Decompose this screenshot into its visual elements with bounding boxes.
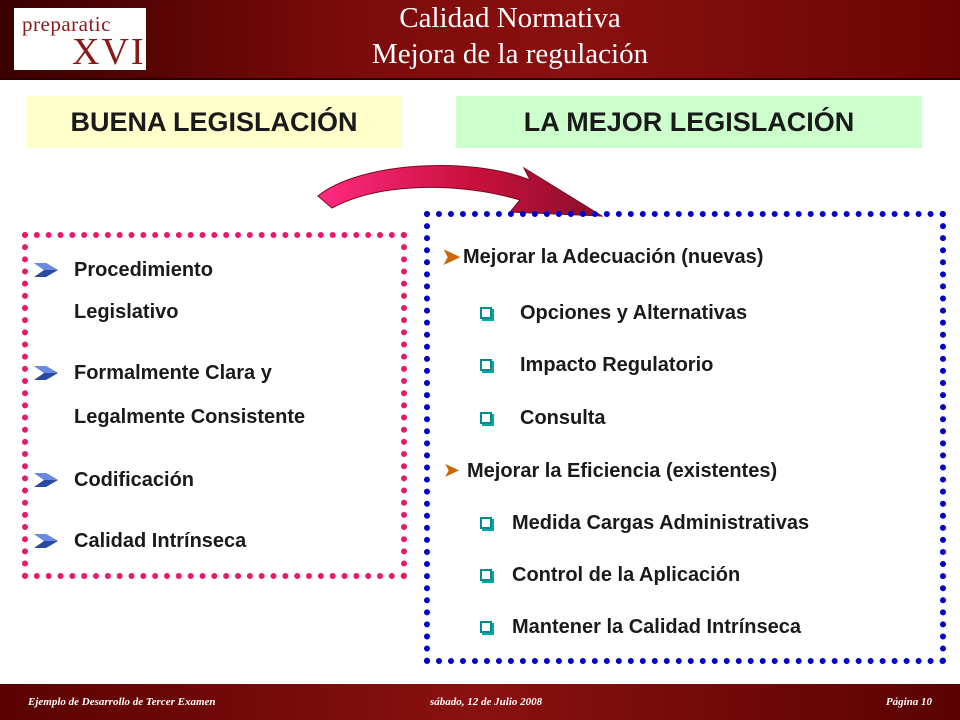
right-dotted-box [424,211,946,664]
banner-mejor-legislacion: LA MEJOR LEGISLACIÓN [456,96,922,148]
left-item-codificacion: Codificación [74,469,195,491]
right-sub-impacto: Impacto Regulatorio [520,354,714,376]
left-item-legislativo: Legislativo [74,301,179,323]
right-sub-consulta: Consulta [520,407,606,429]
checkbox-bullet-icon [480,307,492,319]
footer-left-text: Ejemplo de Desarrollo de Tercer Examen [28,696,216,708]
checkbox-bullet-icon [480,359,492,371]
banner-buena-legislacion: BUENA LEGISLACIÓN [26,96,402,148]
left-item-formalmente: Formalmente Clara y [74,362,272,384]
logo-text-bottom: XVI [72,31,146,73]
logo [14,8,146,73]
page-subtitle: Mejora de la regulación [371,38,649,70]
right-sub-mantener: Mantener la Calidad Intrínseca [512,616,801,638]
right-sub-opciones: Opciones y Alternativas [520,302,748,324]
checkbox-bullet-icon [480,412,492,424]
left-item-legalmente: Legalmente Consistente [74,406,306,428]
left-item-calidad: Calidad Intrínseca [74,530,247,552]
checkbox-bullet-icon [480,621,492,633]
chevron-right-icon [34,534,58,548]
chevron-right-icon [34,473,58,487]
logo-text-top: preparatic [22,12,111,36]
checkbox-bullet-icon [480,569,492,581]
right-sub-control: Control de la Aplicación [512,564,741,586]
chevron-right-icon [34,366,58,380]
page-title: Calidad Normativa [399,2,621,34]
footer-bar [0,684,960,720]
arrowhead-bullet-icon: ➤ [442,244,461,269]
right-heading-adecuacion: Mejorar la Adecuación (nuevas) [463,246,764,268]
footer-page-number: Página 10 [885,696,932,708]
right-sub-cargas: Medida Cargas Administrativas [512,512,810,534]
chevron-right-icon [34,263,58,277]
checkbox-bullet-icon [480,517,492,529]
left-item-procedimiento: Procedimiento [74,259,213,281]
right-heading-eficiencia: Mejorar la Eficiencia (existentes) [467,460,778,482]
footer-date: sábado, 12 de Julio 2008 [430,696,543,708]
header-bar [0,0,960,80]
arrowhead-bullet-icon: ➤ [444,460,460,480]
